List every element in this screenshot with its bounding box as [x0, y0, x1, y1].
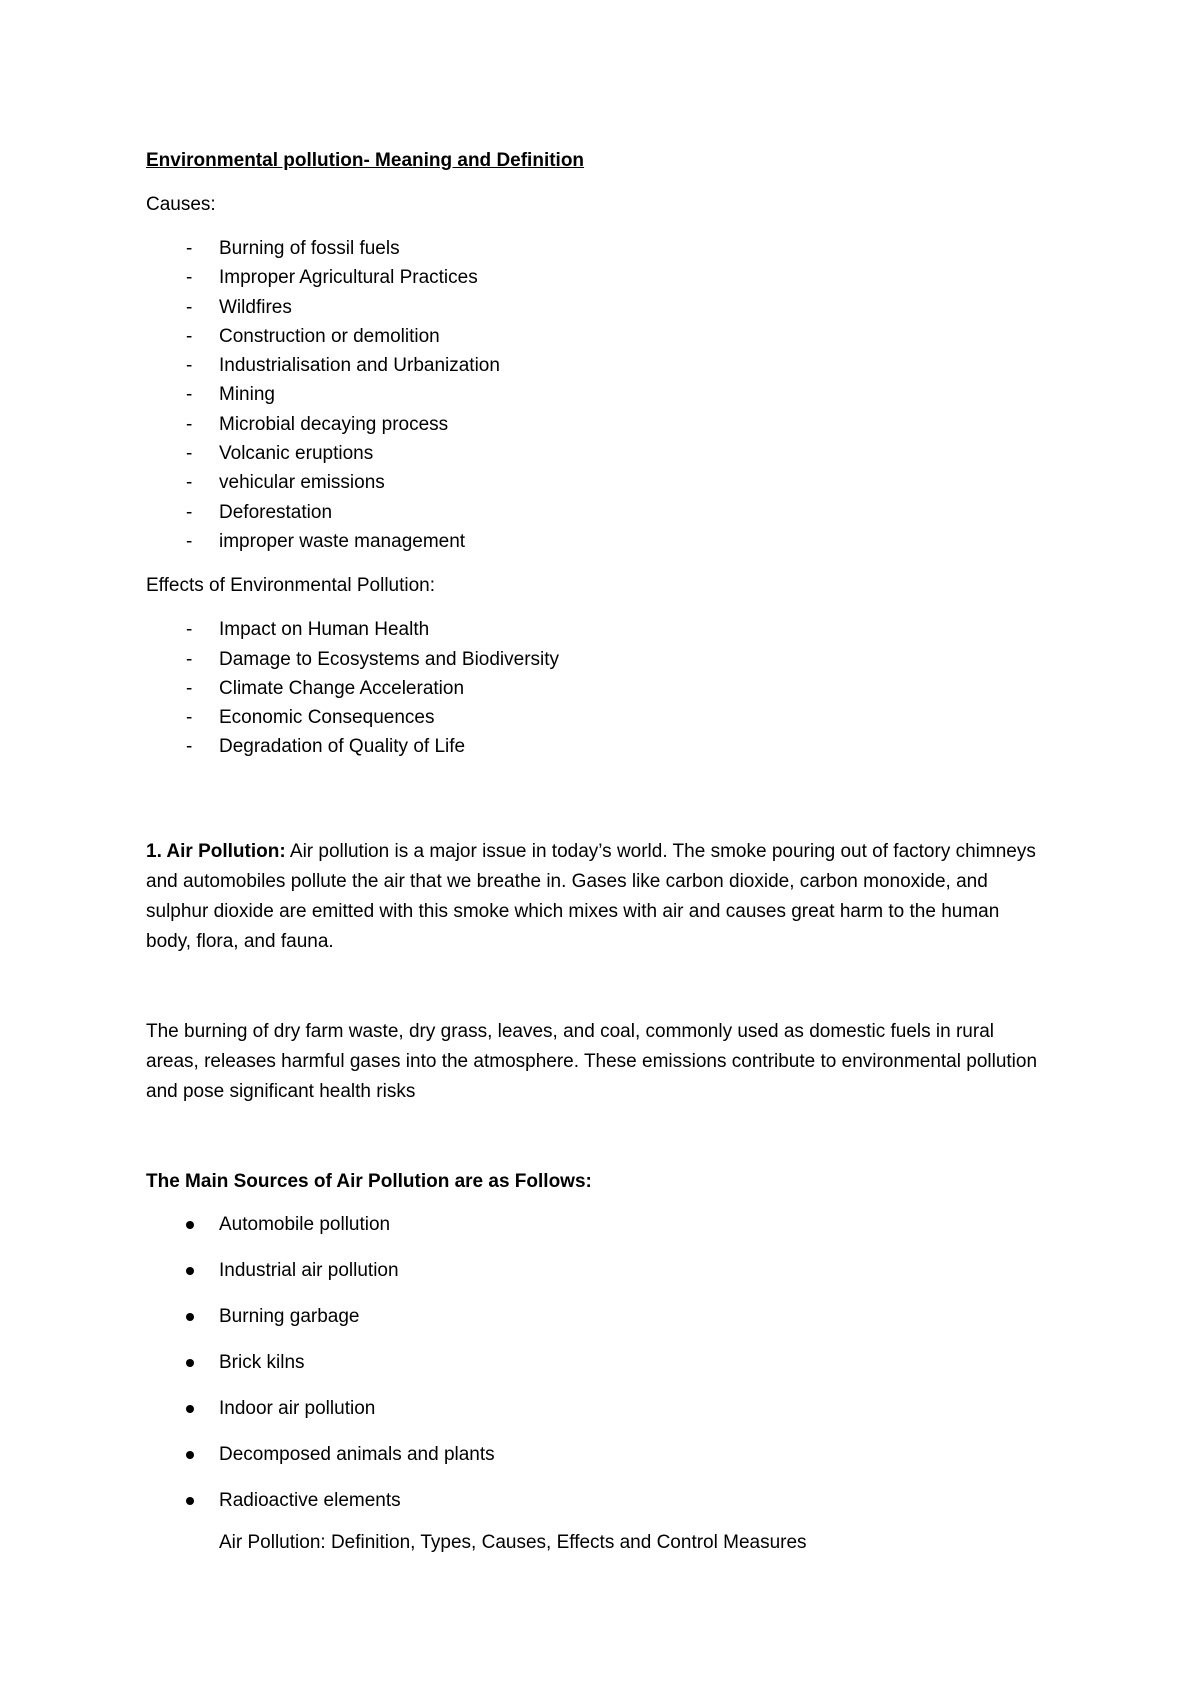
list-item	[146, 468, 1046, 497]
source-text: Indoor air pollution	[219, 1397, 376, 1419]
list-item	[146, 1302, 1046, 1332]
causes-list	[146, 234, 1046, 556]
list-item	[146, 732, 1046, 761]
dash-marker: -	[186, 648, 193, 670]
dash-marker: -	[186, 413, 193, 435]
source-text: Industrial air pollution	[219, 1259, 399, 1281]
dash-marker: -	[186, 619, 193, 641]
section-spacer	[146, 777, 1046, 837]
cause-text: Microbial decaying process	[219, 413, 449, 435]
source-text: Automobile pollution	[219, 1213, 391, 1235]
source-text: Decomposed animals and plants	[219, 1443, 495, 1465]
dash-marker: -	[186, 384, 193, 406]
bullet-icon	[186, 1313, 194, 1321]
bullet-icon	[186, 1221, 194, 1229]
cause-text: Construction or demolition	[219, 325, 440, 347]
list-item	[146, 263, 1046, 292]
effect-text: Economic Consequences	[219, 707, 435, 729]
sources-list	[146, 1210, 1046, 1516]
cause-text: vehicular emissions	[219, 472, 385, 494]
cause-text: Industrialisation and Urbanization	[219, 355, 500, 377]
list-item	[146, 351, 1046, 380]
causes-label: Causes:	[146, 194, 216, 215]
list-item	[146, 1256, 1046, 1286]
effects-list	[146, 615, 1046, 761]
dash-marker: -	[186, 325, 193, 347]
list-item	[146, 322, 1046, 351]
list-item	[146, 293, 1046, 322]
bullet-icon	[186, 1451, 194, 1459]
document-content	[146, 146, 1046, 1558]
cause-text: Burning of fossil fuels	[219, 238, 400, 259]
air-pollution-paragraph	[146, 837, 1046, 957]
dash-marker: -	[186, 472, 193, 494]
list-item	[146, 498, 1046, 527]
dash-marker: -	[186, 736, 193, 758]
dash-marker: -	[186, 501, 193, 523]
list-item	[146, 380, 1046, 409]
cause-text: Wildfires	[219, 296, 292, 318]
document-title: Environmental pollution- Meaning and Definition	[146, 150, 585, 171]
list-item	[146, 1486, 1046, 1516]
list-item	[146, 439, 1046, 468]
list-item	[146, 1348, 1046, 1378]
cause-text: Volcanic eruptions	[219, 443, 374, 465]
source-text: Brick kilns	[219, 1351, 305, 1373]
effect-text: Climate Change Acceleration	[219, 677, 465, 699]
dash-marker: -	[186, 238, 193, 259]
effect-text: Impact on Human Health	[219, 619, 430, 641]
cause-text: improper waste management	[219, 530, 466, 552]
effects-label: Effects of Environmental Pollution:	[146, 575, 436, 597]
dash-marker: -	[186, 443, 193, 465]
sources-heading: The Main Sources of Air Pollution are as Follows:	[146, 1170, 592, 1192]
list-item	[146, 410, 1046, 439]
dash-marker: -	[186, 530, 193, 552]
list-item	[146, 527, 1046, 556]
section-spacer	[146, 957, 1046, 1017]
bullet-icon	[186, 1267, 194, 1275]
list-item	[146, 1210, 1046, 1240]
air-pollution-heading: 1. Air Pollution:	[146, 840, 286, 862]
dash-marker: -	[186, 296, 193, 318]
dash-marker: -	[186, 355, 193, 377]
bullet-icon	[186, 1359, 194, 1367]
list-item	[146, 703, 1046, 732]
burning-paragraph: The burning of dry farm waste, dry grass, leaves, and coal, commonly used as domestic fuels in rural areas, releases harmful gases into the atmosphere. These emissions contribute to environmental pollution and pose significant health risks	[146, 1020, 1038, 1102]
cause-text: Mining	[219, 384, 275, 406]
bullet-icon	[186, 1497, 194, 1505]
source-text: Radioactive elements	[219, 1489, 401, 1511]
dash-marker: -	[186, 677, 193, 699]
list-item	[146, 674, 1046, 703]
list-item	[146, 615, 1046, 644]
effect-text: Degradation of Quality of Life	[219, 736, 466, 758]
list-item	[146, 234, 1046, 263]
bullet-icon	[186, 1405, 194, 1413]
trailing-line: Air Pollution: Definition, Types, Causes, Effects and Control Measures	[219, 1531, 807, 1553]
cause-text: Deforestation	[219, 501, 333, 523]
dash-marker: -	[186, 267, 193, 289]
cause-text: Improper Agricultural Practices	[219, 267, 478, 289]
section-spacer	[146, 1107, 1046, 1167]
effect-text: Damage to Ecosystems and Biodiversity	[219, 648, 560, 670]
source-text: Burning garbage	[219, 1305, 360, 1327]
list-item	[146, 1394, 1046, 1424]
air-pollution-text: Air pollution is a major issue in today’s world. The smoke pouring out of factory chimneys and automobiles pollute the air that we breathe in. Gases like carbon dioxide, carbon monoxide, and sulphur dioxide are emitted with this smoke which mixes with air and causes great harm to the human body, flora, and fauna.	[146, 840, 1036, 952]
list-item	[146, 645, 1046, 674]
list-item	[146, 1440, 1046, 1470]
dash-marker: -	[186, 707, 193, 729]
